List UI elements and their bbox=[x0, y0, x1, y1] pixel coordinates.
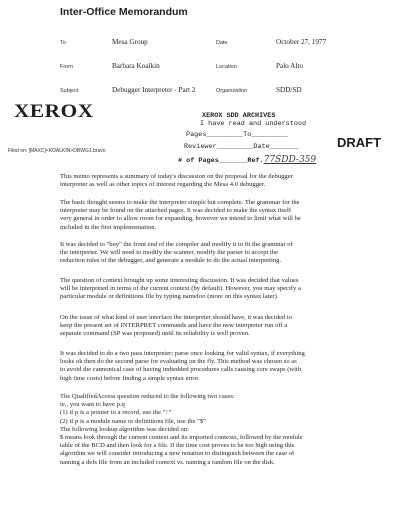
paragraph-line: interpreter may be found on the attached pages. It was decided to make the syntax itself bbox=[60, 207, 292, 215]
paragraph-1 bbox=[60, 173, 360, 189]
paragraph-line: algorithm we will consider introducing a new notation to distinguish between the case of bbox=[60, 450, 295, 458]
archive-date-label: Date bbox=[253, 143, 270, 151]
paragraph-line: (2) if p is a module name or definitions file, use the "$" bbox=[60, 417, 206, 425]
location-value: Palo Alto bbox=[276, 62, 303, 70]
archive-reviewer-row: Reviewer_________Date_______ bbox=[184, 143, 299, 151]
xerox-logo: XEROX bbox=[14, 101, 94, 122]
paragraph-line: included in the first implementation. bbox=[60, 223, 157, 231]
paragraph-line: looks ok then do the second parse for evaluating on the fly. This method was chosen so as bbox=[60, 358, 297, 366]
paragraph-line: reduction rules of the debugger, and generate a module to do the actual interpreting. bbox=[60, 257, 282, 265]
paragraph-line: It was decided to do a two pass interpreter; parse once looking for valid syntax, if everything bbox=[60, 350, 305, 357]
archive-statement: I have read and understood bbox=[200, 120, 307, 128]
paragraph-line: (1) if p is a pointer to a record, use the "↑" bbox=[60, 409, 172, 417]
to-value: Mesa Group bbox=[112, 38, 148, 46]
paragraph-line: table of the BCD and then look for a file. If the time cost proves to be too high using this bbox=[60, 442, 295, 450]
paragraph-line: This memo represents a summary of today's discussion on the proposal for the debugger bbox=[60, 173, 293, 180]
paragraph-line: $ means look through the current context and its imported contexts, followed by the module bbox=[60, 434, 303, 442]
archive-to-label: To bbox=[243, 131, 252, 139]
archive-stamp-title bbox=[202, 112, 275, 120]
paragraph-line: The question of context brought up some interesting discussion. It was decided that values bbox=[60, 277, 299, 284]
paragraph-line: The basic thought seems to make the interpreter simple but complete. The grammar for the bbox=[60, 199, 300, 206]
archive-count-row: # of Pages_______Ref.77SDD-359 bbox=[178, 155, 317, 165]
org-label: Organization bbox=[216, 88, 248, 94]
to-label: To bbox=[60, 40, 66, 46]
paragraph-5 bbox=[60, 314, 360, 339]
paragraph-line: separate command (SP was proposed) until its reliability is well proven. bbox=[60, 330, 250, 338]
archive-reviewer-label: Reviewer bbox=[184, 143, 217, 151]
date-value: October 27, 1977 bbox=[276, 38, 327, 46]
location-label: Location bbox=[216, 64, 237, 70]
archive-heading: XEROX SDD ARCHIVES bbox=[202, 112, 276, 120]
paragraph-line: The following lookup algorithm was decided on: bbox=[60, 425, 189, 433]
paragraph-line: very general in order to allow room for expanding, however we intend to limit what will be bbox=[60, 215, 301, 223]
paragraph-line: The QualifiedAccess question reduced to the following two cases: bbox=[60, 393, 235, 400]
archive-pages-row: Pages_________To_________ bbox=[186, 131, 289, 139]
memo-title: Inter-Office Memorandum bbox=[60, 6, 188, 18]
archive-ref-label: Ref. bbox=[247, 157, 264, 165]
paragraph-line: It was decided to "buy" the front end of the compiler and modify it to fit the grammar of bbox=[60, 241, 293, 248]
paragraph-line: the interpreter. We will need to modify the scanner, modify the parser to accept the bbox=[60, 249, 279, 257]
archive-num-pages-label: # of Pages bbox=[178, 157, 219, 165]
date-label: Date bbox=[216, 40, 228, 46]
paragraph-6 bbox=[60, 350, 360, 383]
paragraph-line: keep the present set of INTERPRET commands and have the new interpreter run off a bbox=[60, 322, 288, 330]
paragraph-line: will be interpreted in terms of the current context (by default). However, you may specify a bbox=[60, 285, 301, 293]
paragraph-line: to avoid the cannonical case of having imbedded procedures calls causing core swaps (with bbox=[60, 366, 302, 374]
from-value: Barbara Koalkin bbox=[112, 62, 160, 70]
paragraph-line: On the issue of what kind of user interface the interpreter should have, it was decided to bbox=[60, 314, 292, 321]
paragraph-4 bbox=[60, 277, 360, 302]
paragraph-line: naming a defs file from an included context vs. naming a random file on the disk. bbox=[60, 458, 275, 466]
org-value: SDD/SD bbox=[276, 86, 302, 94]
paragraph-line: interpreter as well as other topics of interest regarding the Mesa 4.0 debugger. bbox=[60, 181, 266, 189]
paragraph-2 bbox=[60, 199, 360, 232]
paragraph-line: particular module or definitions file by typing namefoo (more on this syntax later). bbox=[60, 293, 279, 301]
paragraph-3 bbox=[60, 241, 360, 266]
subject-label: Subject bbox=[60, 88, 79, 94]
paragraph-line: high time costs) before finding a simple syntax error. bbox=[60, 374, 200, 382]
paragraph-line: ie., you want to have p.q bbox=[60, 401, 125, 409]
filed-on-line: Filed on: [MAXC]<KOALKIN>DBWG1.bravo bbox=[8, 148, 106, 154]
subject-value: Debugger Interpreter - Part 2 bbox=[112, 86, 196, 94]
archive-pages-label: Pages bbox=[186, 131, 207, 139]
draft-mark: DRAFT bbox=[337, 135, 382, 150]
paragraph-7 bbox=[60, 393, 360, 467]
from-label: From bbox=[60, 64, 73, 70]
archive-ref-handwritten: 77SDD-359 bbox=[263, 155, 317, 165]
